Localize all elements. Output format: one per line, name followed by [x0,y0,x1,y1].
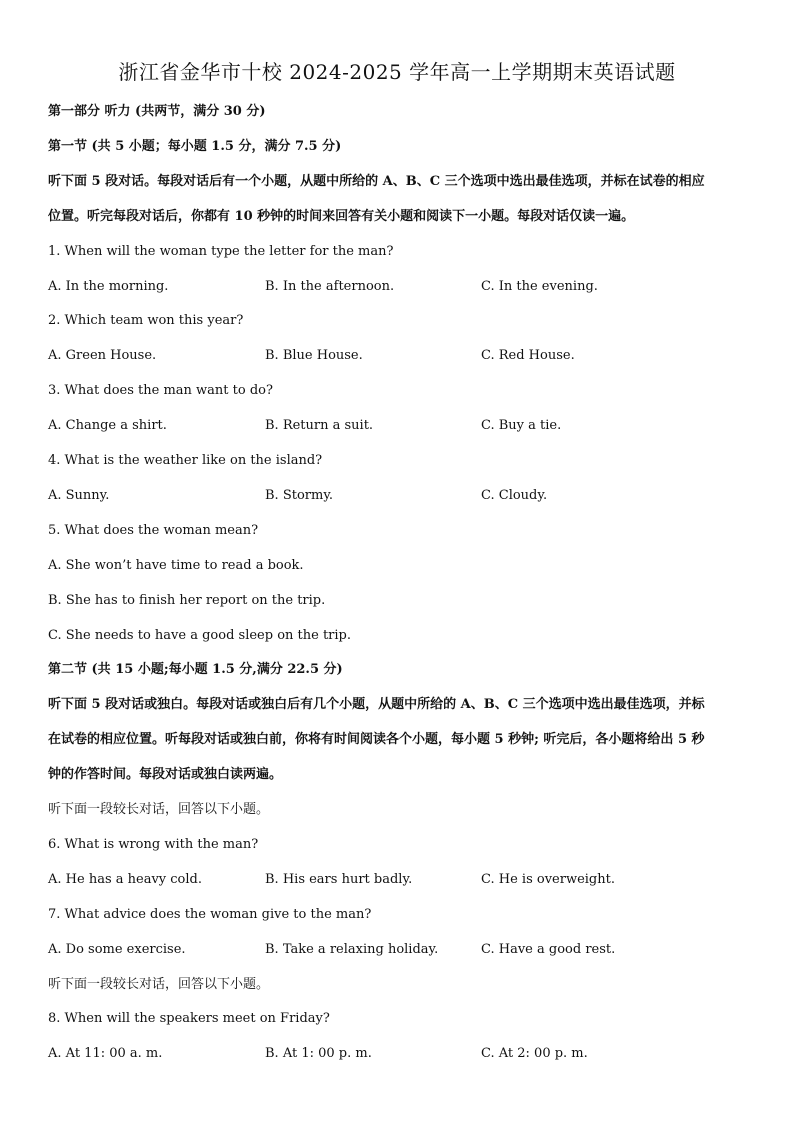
q7-option-c: C. Have a good rest. [481,942,616,957]
q6-option-c: C. He is overweight. [481,872,615,887]
section2-instructions [48,687,748,792]
q4-option-c: C. Cloudy. [481,488,548,503]
question-6: 6. What is wrong with the man? [48,837,259,852]
q1-option-b: B. In the afternoon. [265,279,395,294]
q4-option-a: A. Sunny. [48,488,110,503]
instruction-line: 位置。听完每段对话后，你都有 10 秒钟的时间来回答有关小题和阅读下一小题。每段对话仅读一遍。 [48,209,635,224]
q8-option-c: C. At 2: 00 p. m. [481,1046,588,1061]
q5-option-a: A. She won’t have time to read a book. [48,558,304,573]
question-4: 4. What is the weather like on the island? [48,453,323,468]
q7-option-a: A. Do some exercise. [48,942,186,957]
page-title: 浙江省金华市十校 2024-2025 学年高一上学期期末英语试题 [118,60,676,84]
q2-option-b: B. Blue House. [265,348,363,363]
q8-option-a: A. At 11: 00 a. m. [48,1046,163,1061]
q2-option-a: A. Green House. [48,348,157,363]
question-8: 8. When will the speakers meet on Friday? [48,1011,330,1026]
q8-option-b: B. At 1: 00 p. m. [265,1046,372,1061]
dialogue-lead: 听下面一段较长对话，回答以下小题。 [48,977,270,992]
instruction-line: 听下面 5 段对话。每段对话后有一个小题，从题中所给的 A、B、C 三个选项中选出最佳选项，并标在试卷的相应 [48,174,705,189]
q6-option-a: A. He has a heavy cold. [48,872,202,887]
question-3: 3. What does the man want to do? [48,383,273,398]
instruction-line: 听下面 5 段对话或独白。每段对话或独白后有几个小题，从题中所给的 A、B、C 三个选项中选出最佳选项，并标 [48,697,705,712]
question-7: 7. What advice does the woman give to the man? [48,907,372,922]
q6-option-b: B. His ears hurt badly. [265,872,413,887]
question-5: 5. What does the woman mean? [48,523,259,538]
q3-option-c: C. Buy a tie. [481,418,562,433]
q2-option-c: C. Red House. [481,348,575,363]
q1-option-c: C. In the evening. [481,279,598,294]
dialogue-lead: 听下面一段较长对话，回答以下小题。 [48,802,270,817]
part1-heading: 第一部分 听力 (共两节，满分 30 分) [48,104,266,119]
q3-option-b: B. Return a suit. [265,418,374,433]
question-1: 1. When will the woman type the letter for the man? [48,244,394,259]
question-2: 2. Which team won this year? [48,313,244,328]
q1-option-a: A. In the morning. [48,279,169,294]
instruction-line: 在试卷的相应位置。听每段对话或独白前，你将有时间阅读各个小题，每小题 5 秒钟; 听完后，各小题将给出 5 秒 [48,732,705,747]
instruction-line: 钟的作答时间。每段对话或独白读两遍。 [48,767,283,782]
section1-instructions [48,164,748,234]
section2-heading: 第二节 (共 15 小题;每小题 1.5 分,满分 22.5 分) [48,662,343,677]
q7-option-b: B. Take a relaxing holiday. [265,942,439,957]
q5-option-c: C. She needs to have a good sleep on the trip. [48,628,351,643]
q3-option-a: A. Change a shirt. [48,418,167,433]
section1-heading: 第一节 (共 5 小题；每小题 1.5 分，满分 7.5 分) [48,139,342,154]
q5-option-b: B. She has to finish her report on the trip. [48,593,326,608]
q4-option-b: B. Stormy. [265,488,334,503]
